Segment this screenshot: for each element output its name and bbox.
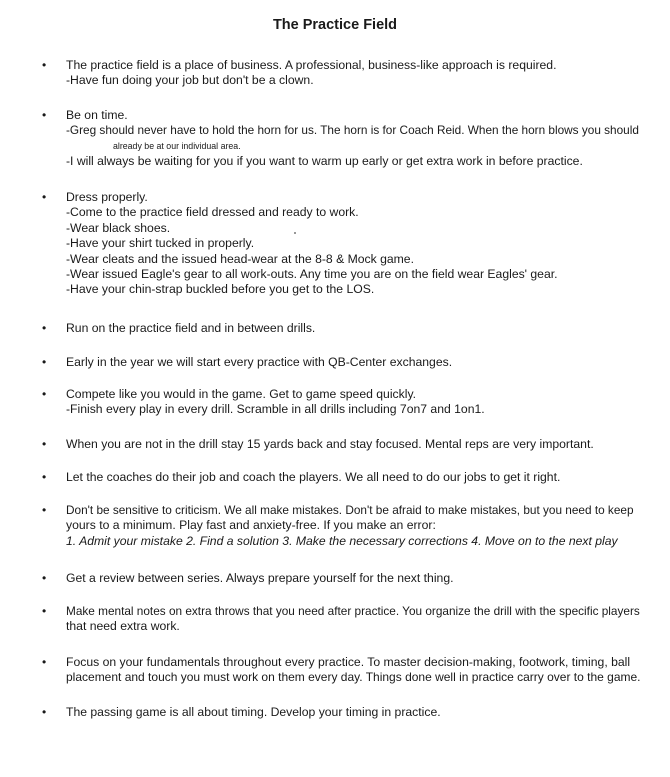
bullet: • bbox=[42, 655, 47, 669]
item-line: -Have fun doing your job but don't be a clown. bbox=[66, 73, 314, 88]
item-line: -Wear black shoes. bbox=[66, 220, 171, 235]
item-line: 1. Admit your mistake 2. Find a solution 3. Make the necessary corrections 4. Move on to the next play bbox=[66, 533, 618, 548]
bullet: • bbox=[42, 437, 47, 451]
item-line: already be at our individual area. bbox=[113, 140, 241, 151]
bullet: • bbox=[42, 355, 47, 369]
item-line: Get a review between series. Always prepare yourself for the next thing. bbox=[66, 571, 454, 585]
item-line: that need extra work. bbox=[66, 619, 180, 634]
bullet: • bbox=[42, 705, 47, 719]
bullet: • bbox=[42, 503, 47, 517]
bullet: • bbox=[42, 190, 47, 204]
item-line: The practice field is a place of business. A professional, business-like approach is required. bbox=[66, 58, 557, 72]
item-line: yours to a minimum. Play fast and anxiety-free. If you make an error: bbox=[66, 518, 436, 533]
item-line: Don't be sensitive to criticism. We all make mistakes. Don't be afraid to make mistakes, but you need to keep bbox=[66, 503, 634, 517]
item-line: Let the coaches do their job and coach the players. We all need to do our jobs to get it right. bbox=[66, 470, 561, 484]
bullet: • bbox=[42, 470, 47, 484]
item-line: When you are not in the drill stay 15 yards back and stay focused. Mental reps are very important. bbox=[66, 437, 594, 451]
bullet: • bbox=[42, 571, 47, 585]
item-line: -Have your chin-strap buckled before you get to the LOS. bbox=[66, 282, 375, 297]
item-line: -Greg should never have to hold the horn for us. The horn is for Coach Reid. When the horn blows you should bbox=[66, 123, 639, 138]
bullet: • bbox=[42, 321, 47, 335]
item-line: -Wear issued Eagle's gear to all work-outs. Any time you are on the field wear Eagles' gear. bbox=[66, 267, 558, 282]
item-line: -Come to the practice field dressed and ready to work. bbox=[66, 205, 359, 220]
bullet: • bbox=[42, 604, 47, 618]
bullet: • bbox=[42, 387, 47, 401]
item-line: -I will always be waiting for you if you want to warm up early or get extra work in before practice. bbox=[66, 154, 583, 169]
item-line: Make mental notes on extra throws that you need after practice. You organize the drill with the specific players bbox=[66, 604, 640, 618]
item-line: The passing game is all about timing. Develop your timing in practice. bbox=[66, 705, 441, 719]
item-line: Compete like you would in the game. Get to game speed quickly. bbox=[66, 387, 417, 401]
item-line: Early in the year we will start every practice with QB-Center exchanges. bbox=[66, 355, 453, 369]
item-line: -Have your shirt tucked in properly. bbox=[66, 236, 255, 251]
item-line: Focus on your fundamentals throughout every practice. To master decision-making, footwork, timing, ball bbox=[66, 655, 631, 669]
scan-speck bbox=[294, 232, 296, 234]
page-title: The Practice Field bbox=[272, 17, 398, 33]
item-line: -Finish every play in every drill. Scramble in all drills including 7on7 and 1on1. bbox=[66, 402, 485, 417]
item-line: placement and touch you must work on them every day. Things done well in practice carry over to the game. bbox=[66, 670, 641, 685]
bullet: • bbox=[42, 58, 47, 72]
item-line: Dress properly. bbox=[66, 190, 148, 204]
bullet: • bbox=[42, 108, 47, 122]
item-line: Be on time. bbox=[66, 108, 128, 122]
item-line: Run on the practice field and in between drills. bbox=[66, 321, 316, 335]
item-line: -Wear cleats and the issued head-wear at the 8-8 & Mock game. bbox=[66, 251, 414, 266]
